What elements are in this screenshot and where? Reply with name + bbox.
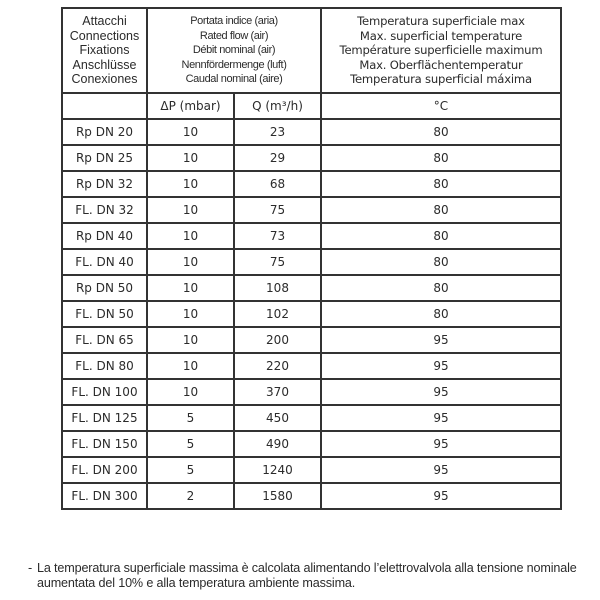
cell-flow: 68 — [234, 171, 321, 197]
table-row — [62, 457, 561, 483]
table-row — [62, 405, 561, 431]
table-row — [62, 483, 561, 509]
cell-flow: 450 — [234, 405, 321, 431]
cell-connection: Rp DN 20 — [62, 119, 147, 145]
table-row — [62, 301, 561, 327]
cell-pressure: 10 — [147, 275, 234, 301]
footnote-bullet: - — [28, 561, 33, 575]
header-text-it: Portata indice (aria) — [190, 15, 278, 28]
table-row — [62, 145, 561, 171]
table-row — [62, 275, 561, 301]
cell-temperature: 95 — [321, 431, 561, 457]
footnote-line-2: aumentata del 10% e alla temperatura ambiente massima. — [37, 576, 356, 590]
cell-connection: Rp DN 32 — [62, 171, 147, 197]
cell-flow: 102 — [234, 301, 321, 327]
cell-temperature: 95 — [321, 405, 561, 431]
cell-connection: FL. DN 40 — [62, 249, 147, 275]
cell-temperature: 80 — [321, 145, 561, 171]
max-temperature-header — [321, 8, 561, 93]
cell-connection: FL. DN 32 — [62, 197, 147, 223]
cell-connection: FL. DN 125 — [62, 405, 147, 431]
cell-connection: FL. DN 80 — [62, 353, 147, 379]
cell-connection: FL. DN 50 — [62, 301, 147, 327]
header-text-fr: Débit nominal (air) — [192, 44, 276, 57]
header-text-es: Conexiones — [71, 72, 138, 87]
header-text-en: Max. superficial temperature — [359, 28, 523, 43]
cell-temperature: 95 — [321, 353, 561, 379]
unit-pressure: ΔP (mbar) — [147, 93, 234, 119]
footnote — [28, 561, 588, 591]
table-row — [62, 119, 561, 145]
cell-pressure: 10 — [147, 171, 234, 197]
cell-temperature: 95 — [321, 379, 561, 405]
cell-flow: 23 — [234, 119, 321, 145]
connections-header — [62, 8, 147, 93]
cell-pressure: 5 — [147, 457, 234, 483]
cell-pressure: 10 — [147, 249, 234, 275]
header-text-en: Rated flow (air) — [199, 29, 269, 42]
cell-flow: 75 — [234, 197, 321, 223]
header-text-fr: Température superficielle maximum — [339, 43, 543, 58]
cell-flow: 73 — [234, 223, 321, 249]
table-row — [62, 327, 561, 353]
cell-temperature: 80 — [321, 171, 561, 197]
header-text-de: Nennfördermenge (luft) — [181, 58, 287, 71]
cell-flow: 200 — [234, 327, 321, 353]
header-text-es: Caudal nominal (aire) — [185, 73, 283, 86]
header-text-de: Anschlüsse — [72, 57, 137, 72]
header-text-de: Max. Oberflächentemperatur — [359, 57, 523, 72]
cell-connection: Rp DN 40 — [62, 223, 147, 249]
rated-flow-header — [147, 8, 321, 93]
cell-connection: FL. DN 65 — [62, 327, 147, 353]
header-text-it: Attacchi — [82, 14, 127, 29]
unit-flow: Q (m³/h) — [234, 93, 321, 119]
cell-temperature: 80 — [321, 249, 561, 275]
cell-flow: 1580 — [234, 483, 321, 509]
cell-pressure: 10 — [147, 327, 234, 353]
cell-temperature: 80 — [321, 223, 561, 249]
cell-flow: 75 — [234, 249, 321, 275]
cell-pressure: 10 — [147, 379, 234, 405]
unit-temperature: °C — [321, 93, 561, 119]
cell-flow: 1240 — [234, 457, 321, 483]
cell-pressure: 5 — [147, 431, 234, 457]
cell-temperature: 95 — [321, 327, 561, 353]
cell-flow: 29 — [234, 145, 321, 171]
cell-pressure: 10 — [147, 301, 234, 327]
cell-pressure: 10 — [147, 223, 234, 249]
table-row — [62, 353, 561, 379]
cell-connection: Rp DN 50 — [62, 275, 147, 301]
cell-flow: 108 — [234, 275, 321, 301]
header-text-it: Temperatura superficiale max — [357, 14, 525, 29]
cell-temperature: 80 — [321, 301, 561, 327]
header-text-fr: Fixations — [79, 43, 130, 58]
cell-pressure: 10 — [147, 353, 234, 379]
table-row — [62, 249, 561, 275]
cell-connection: FL. DN 200 — [62, 457, 147, 483]
cell-temperature: 80 — [321, 119, 561, 145]
footnote-line-1 — [28, 561, 588, 576]
cell-temperature: 95 — [321, 457, 561, 483]
header-text-es: Temperatura superficial máxima — [350, 72, 532, 87]
cell-connection: Rp DN 25 — [62, 145, 147, 171]
table-row — [62, 197, 561, 223]
cell-temperature: 80 — [321, 197, 561, 223]
cell-pressure: 10 — [147, 119, 234, 145]
cell-connection: FL. DN 100 — [62, 379, 147, 405]
cell-pressure: 2 — [147, 483, 234, 509]
table-row — [62, 431, 561, 457]
specification-table — [61, 7, 562, 510]
header-text-en: Connections — [69, 28, 140, 43]
cell-flow: 490 — [234, 431, 321, 457]
footnote-text-1: La temperatura superficiale massima è calcolata alimentando l’elettrovalvola alla tensione nominale — [37, 561, 577, 575]
cell-flow: 370 — [234, 379, 321, 405]
cell-pressure: 5 — [147, 405, 234, 431]
header-row — [62, 8, 561, 93]
unit-connection — [62, 93, 147, 119]
units-row — [62, 93, 561, 119]
table-row — [62, 223, 561, 249]
cell-temperature: 95 — [321, 483, 561, 509]
cell-pressure: 10 — [147, 197, 234, 223]
cell-connection: FL. DN 300 — [62, 483, 147, 509]
table-row — [62, 171, 561, 197]
cell-connection: FL. DN 150 — [62, 431, 147, 457]
table-row — [62, 379, 561, 405]
cell-pressure: 10 — [147, 145, 234, 171]
cell-flow: 220 — [234, 353, 321, 379]
cell-temperature: 80 — [321, 275, 561, 301]
